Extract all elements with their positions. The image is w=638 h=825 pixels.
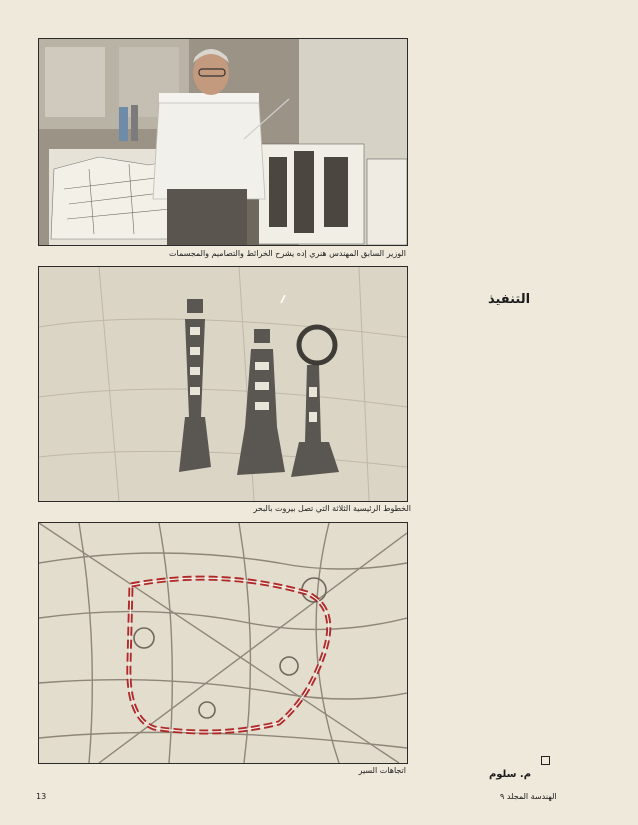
author-signature: م. سلوم	[488, 769, 532, 780]
page-number: 13	[36, 792, 47, 801]
end-of-article-mark	[541, 756, 550, 765]
circulation-caption: اتجاهات السير	[358, 766, 406, 775]
traffic-circulation-plan	[38, 522, 408, 764]
photo-caption: الوزير السابق المهندس هنري إده يشرح الخرائط والتصاميم والمجسمات	[168, 249, 406, 258]
lecture-photo	[38, 38, 408, 246]
waterfront-axes-map	[38, 266, 408, 502]
section-heading: التنفيذ	[487, 292, 531, 307]
publication-name: الهندسة المجلد ٩	[500, 792, 557, 801]
map-caption: الخطوط الرئيسية الثلاثة التي تصل بيروت بالبحر	[253, 504, 411, 513]
